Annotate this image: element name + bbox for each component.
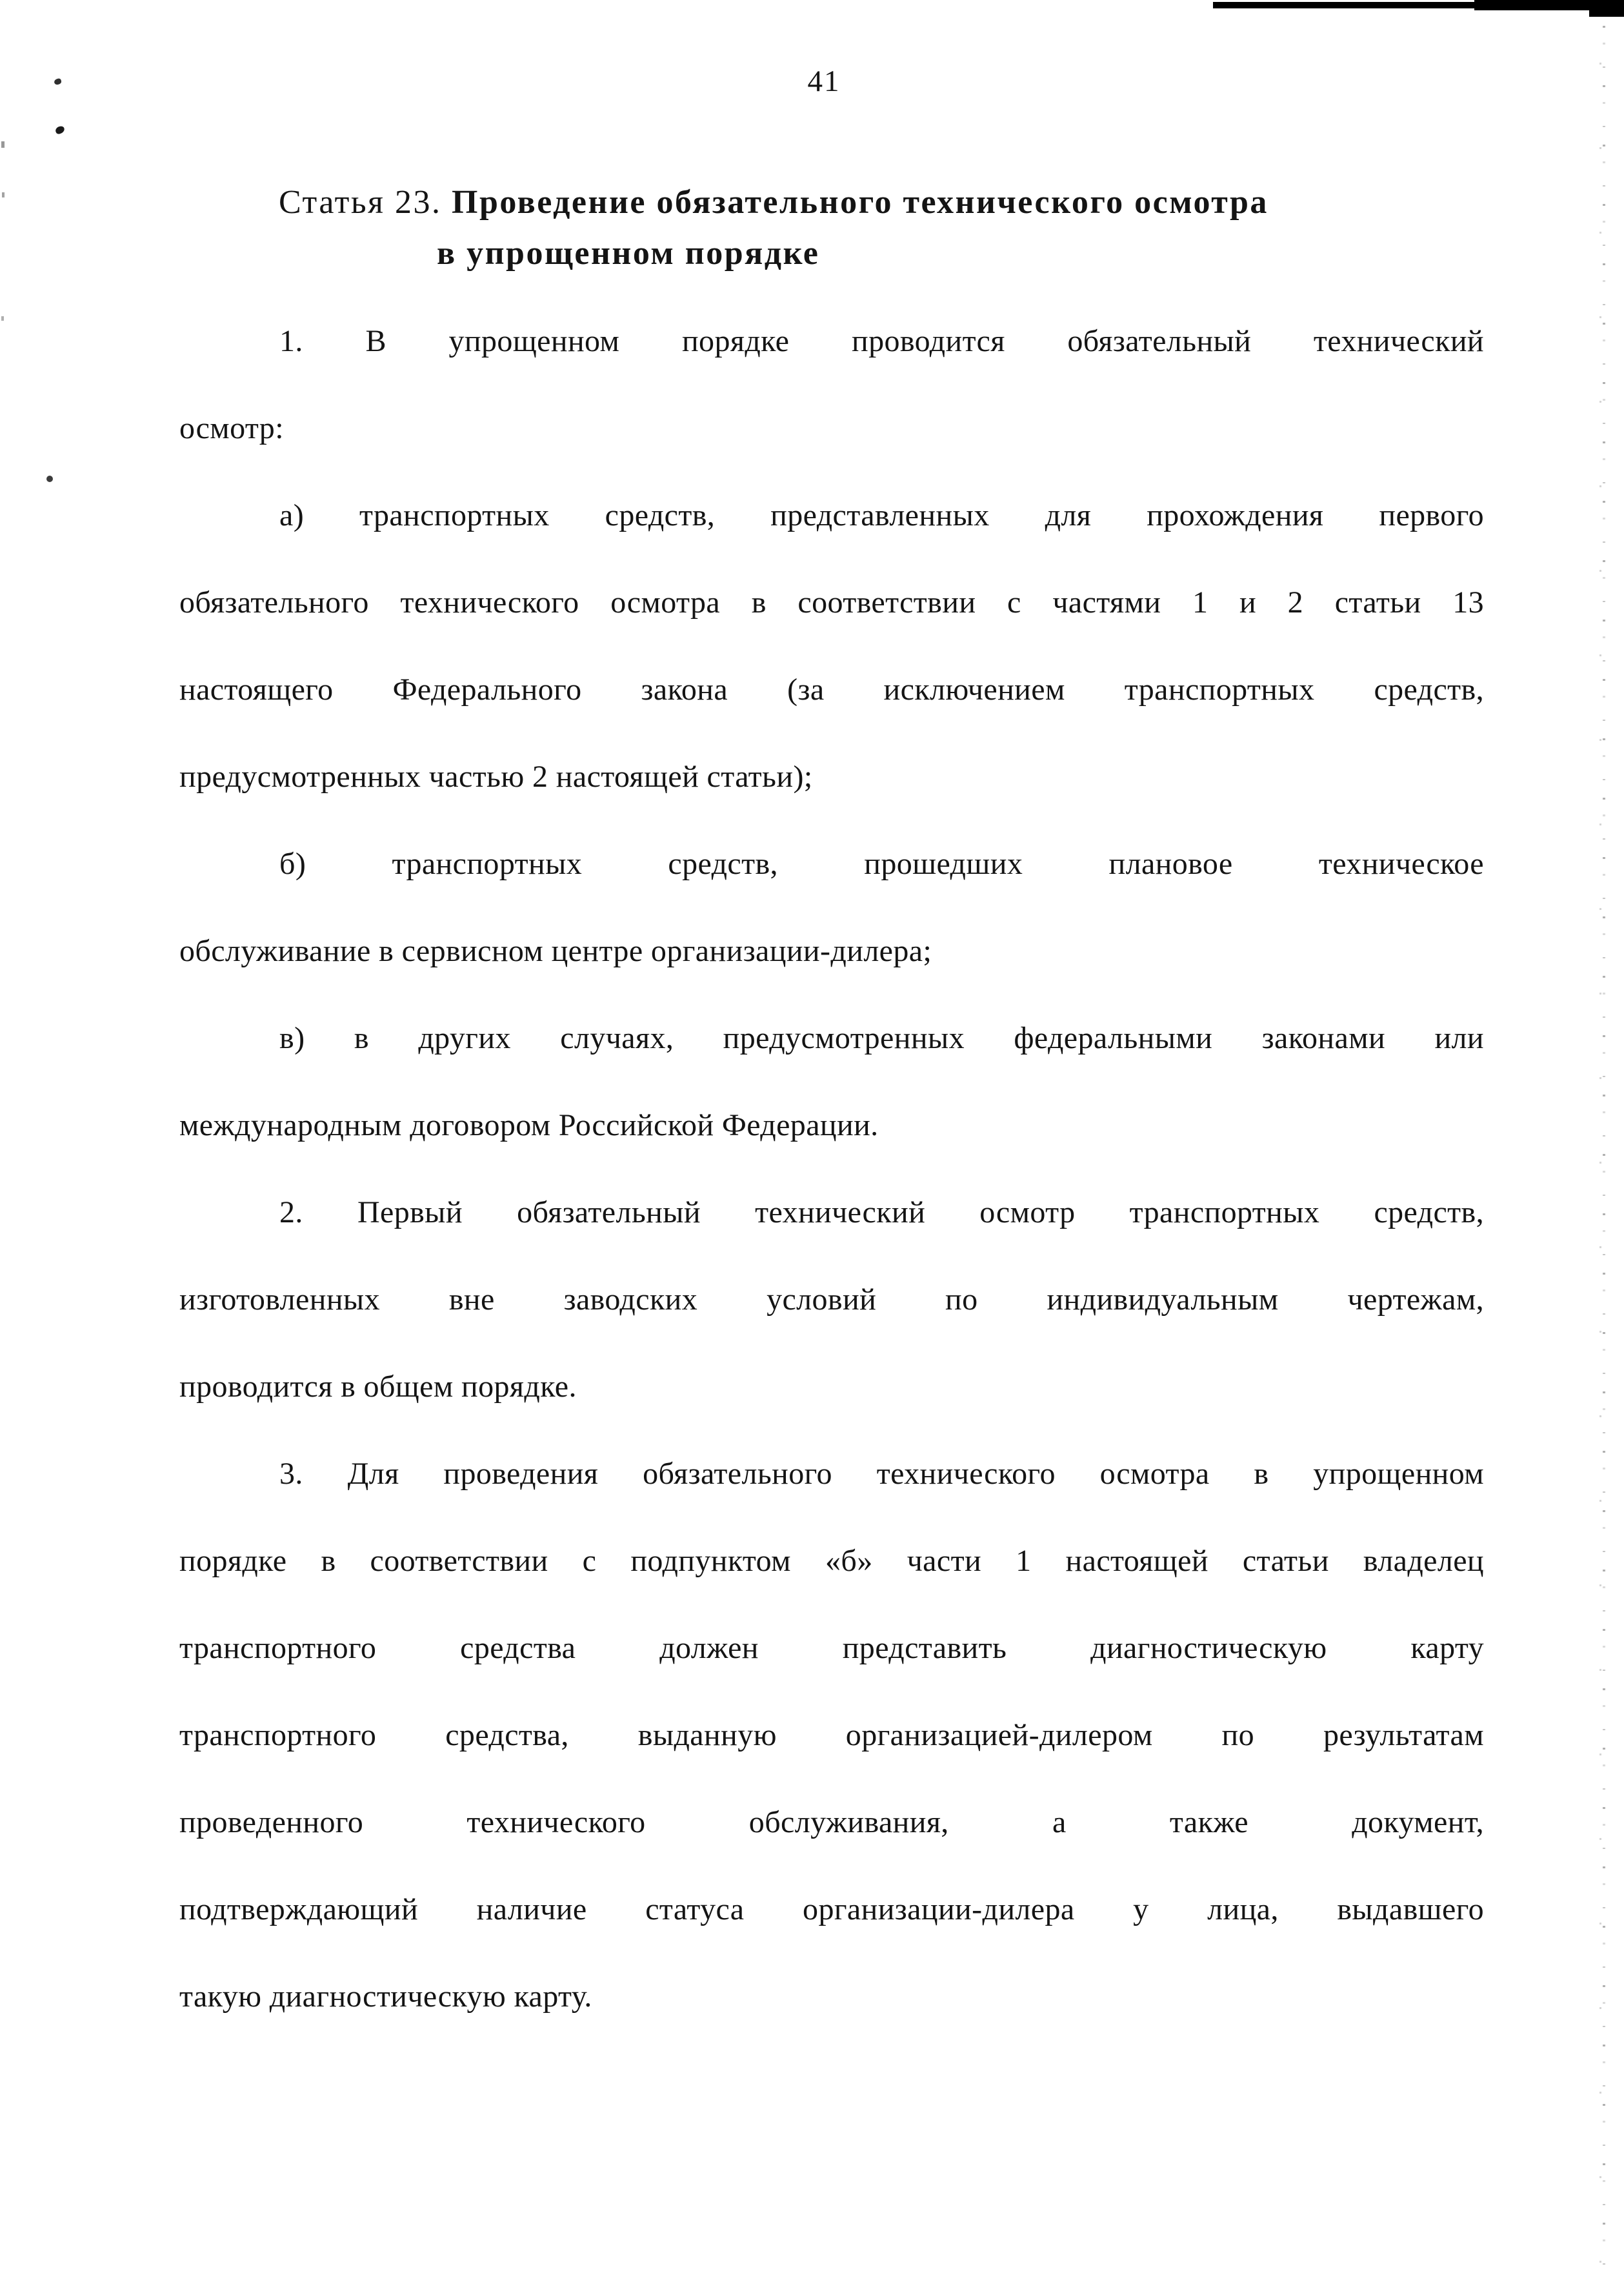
article-title-line1 bbox=[279, 182, 1268, 223]
body-line-10: международным договором Российской Федерации. bbox=[179, 1108, 879, 1142]
article-title-text: Проведение обязательного технического осмотра bbox=[452, 184, 1268, 221]
ink-speck bbox=[46, 476, 53, 482]
body-line-11: 2. Первый обязательный технический осмотр транспортных средств, bbox=[279, 1195, 1484, 1229]
body-line-4: обязательного технического осмотра в соответствии с частями 1 и 2 статьи 13 bbox=[179, 585, 1484, 620]
body-line-17: транспортного средства, выданную организацией-дилером по результатам bbox=[179, 1718, 1484, 1752]
body-line-6: предусмотренных частью 2 настоящей статьи); bbox=[179, 760, 813, 794]
body-line-14: 3. Для проведения обязательного технического осмотра в упрощенном bbox=[279, 1457, 1484, 1491]
article-title-line2: в упрощенном порядке bbox=[437, 235, 820, 272]
body-line-3: а) транспортных средств, представленных для прохождения первого bbox=[279, 498, 1484, 532]
scan-artifact-corner-blob bbox=[1589, 0, 1624, 17]
edge-speck bbox=[1, 141, 5, 148]
body-line-16: транспортного средства должен представить диагностическую карту bbox=[179, 1631, 1484, 1665]
body-line-18: проведенного технического обслуживания, а также документ, bbox=[179, 1805, 1484, 1839]
body-line-13: проводится в общем порядке. bbox=[179, 1369, 577, 1404]
body-line-19: подтверждающий наличие статуса организации-дилера у лица, выдавшего bbox=[179, 1892, 1484, 1926]
body-line-5: настоящего Федерального закона (за исключением транспортных средств, bbox=[179, 672, 1484, 707]
body-line-1: 1. В упрощенном порядке проводится обязательный технический bbox=[279, 324, 1484, 358]
body-line-7: б) транспортных средств, прошедших плановое техническое bbox=[279, 847, 1484, 881]
scan-noise-right-column bbox=[1599, 26, 1606, 2265]
ink-speck bbox=[54, 78, 62, 85]
body-line-15: порядке в соответствии с подпунктом «б» части 1 настоящей статьи владелец bbox=[179, 1544, 1484, 1578]
body-line-9: в) в других случаях, предусмотренных федеральными законами или bbox=[279, 1021, 1484, 1055]
ink-speck bbox=[55, 125, 66, 135]
article-number-label: Статья 23. bbox=[279, 184, 442, 221]
edge-speck bbox=[2, 192, 5, 197]
body-line-20: такую диагностическую карту. bbox=[179, 1979, 592, 2014]
article-body bbox=[179, 298, 1484, 2040]
body-line-8: обслуживание в сервисном центре организации-дилера; bbox=[179, 934, 932, 968]
page-number: 41 bbox=[807, 65, 841, 98]
body-line-2: осмотр: bbox=[179, 411, 284, 445]
edge-speck bbox=[1, 316, 4, 321]
body-line-12: изготовленных вне заводских условий по индивидуальным чертежам, bbox=[179, 1282, 1484, 1317]
